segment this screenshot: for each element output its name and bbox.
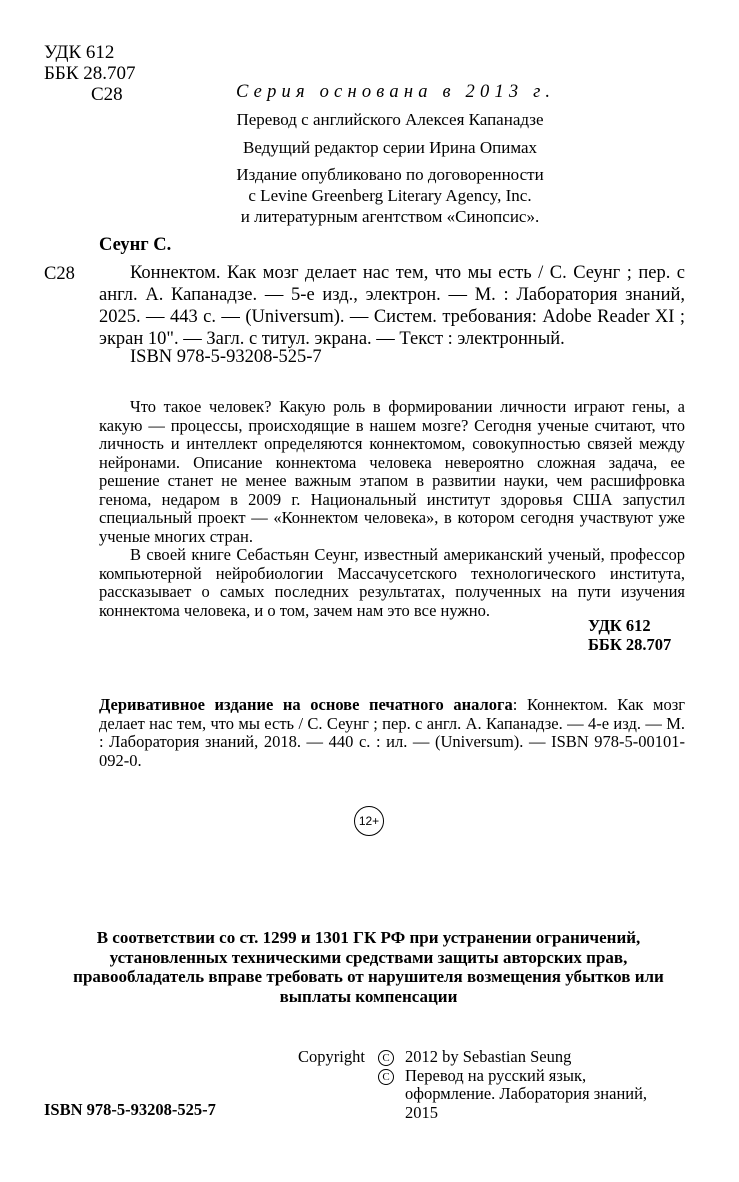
derivative-edition: [99, 696, 685, 770]
agreement-note: [200, 164, 580, 227]
bibliography-description: Коннектом. Как мозг делает нас тем, что мы есть / С. Сеунг ; пер. с англ. А. Капанадзе. — 5-е изд., электрон. — М. : Лаборатория знаний, 2025. — 443 с. — (Universum). — Систем. требования: Adobe Reader XI ; экран 10". — Загл. с титул. экрана. — Текст : электронный.: [99, 263, 685, 349]
annotation-udk: УДК 612: [588, 616, 651, 635]
copyright-symbol-icon: C: [378, 1069, 394, 1085]
annotation-paragraph: В своей книге Себастьян Сеунг, известный американский ученый, профессор компьютерной нейробиологии Массачусетского технологического института, рассказывает о самых последних результатах, полученных на пути изучения коннектома человека, и о том, зачем нам это все нужно.: [99, 545, 685, 620]
bbk-code: ББК 28.707: [44, 63, 136, 84]
agreement-line: Издание опубликовано по договоренности: [236, 165, 544, 184]
series-note: Серия основана в 2013 г.: [236, 82, 556, 102]
annotation: [99, 398, 685, 620]
agreement-line: и литературным агентством «Синопсис».: [240, 207, 540, 226]
agreement-line: с Levine Greenberg Literary Agency, Inc.: [248, 186, 532, 205]
bibliography-isbn: ISBN 978-5-93208-525-7: [130, 347, 322, 367]
isbn-bottom: ISBN 978-5-93208-525-7: [44, 1100, 216, 1119]
translation-credit: Перевод с английского Алексея Капанадзе: [236, 110, 544, 129]
annotation-bbk: ББК 28.707: [588, 635, 672, 654]
legal-notice: В соответствии со ст. 1299 и 1301 ГК РФ при устранении ограничений, установленных техническими средствами защиты авторских прав, правообладатель вправе требовать от нарушителя возмещения убытков или выплаты компенсации: [73, 928, 664, 1006]
copyright-line-translation: Перевод на русский язык, оформление. Лаборатория знаний, 2015: [405, 1065, 648, 1122]
bibliography-code: С28: [44, 264, 75, 284]
copyright-symbol-icon: C: [378, 1050, 394, 1066]
copyright-label: Copyright: [298, 1047, 365, 1066]
classification-codes: [44, 42, 136, 105]
copyright-block: [298, 1048, 673, 1122]
derivative-label: Деривативное издание на основе печатного аналога: [99, 695, 513, 714]
bibliography-author: Сеунг С.: [99, 235, 172, 255]
editor-credit: Ведущий редактор серии Ирина Опимах: [242, 138, 538, 157]
udk-code: УДК 612: [44, 42, 115, 63]
author-sign: С28: [91, 84, 123, 105]
annotation-paragraph: Что такое человек? Какую роль в формировании личности играют гены, а какую — процессы, происходящие в нашем мозге? Сегодня ученые считают, что личность и интеллект определяются коннектомом, совокупностью связей между нейронами. Описание коннектома человека невероятно сложная задача, ее решение станет не менее важным этапом в развитии науки, чем расшифровка генома, недаром в 2009 г. Национальный институт здоровья США запустил специальный проект — «Коннектом человека», в котором сегодня участвуют уже ученые многих стран.: [99, 397, 685, 546]
age-rating-badge: 12+: [354, 806, 384, 836]
copyright-line-original: 2012 by Sebastian Seung: [405, 1047, 572, 1066]
derivative-text: : Коннектом. Как мозг делает нас тем, что мы есть / С. Сеунг ; пер. с англ. А. Капанадзе. — 4-е изд. — М. : Лаборатория знаний, 2018. — 440 с. : ил. — (Universum). — ISBN 978-5-00101-092-0.: [99, 695, 685, 770]
annotation-codes: [588, 616, 671, 654]
